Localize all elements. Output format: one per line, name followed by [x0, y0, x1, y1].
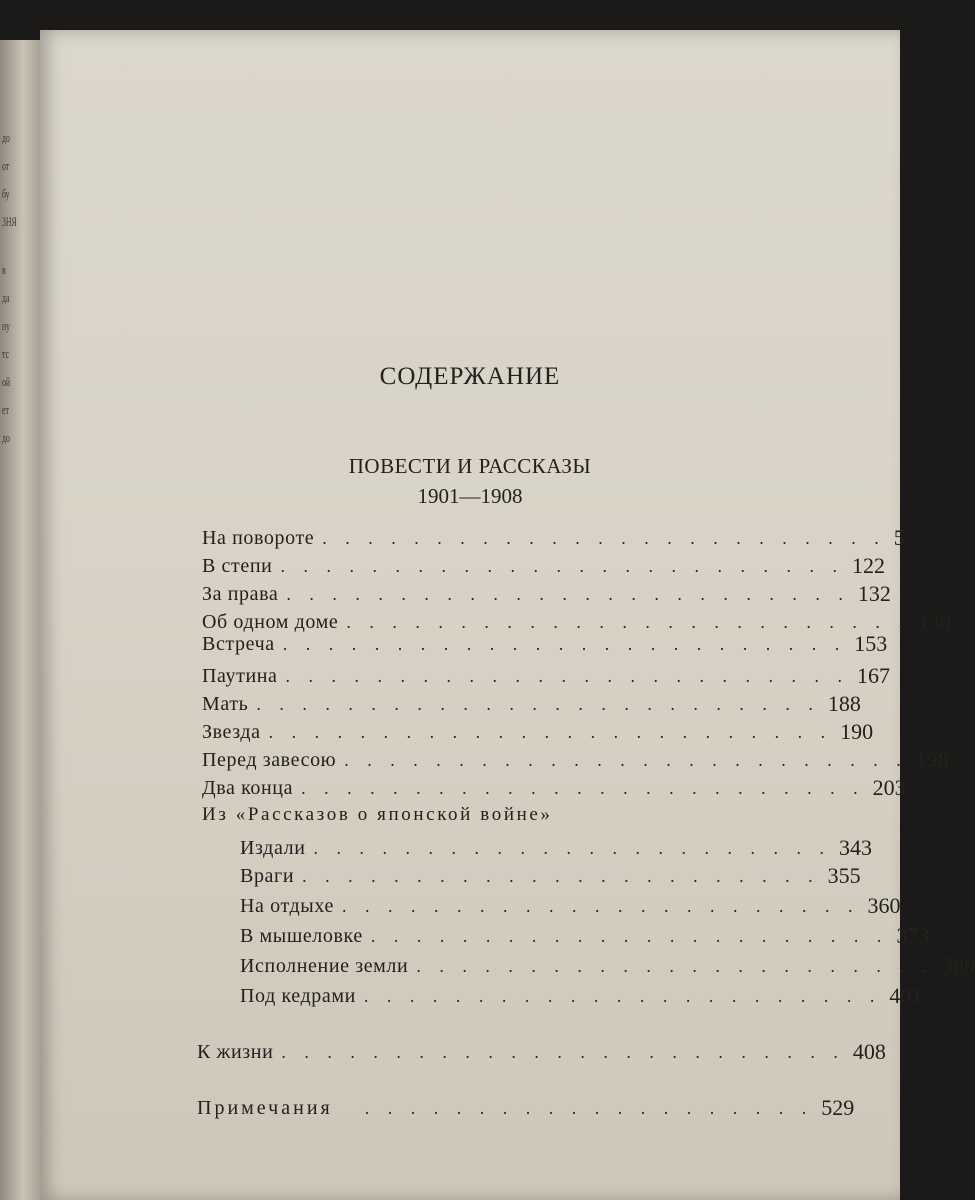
book-page: [40, 30, 975, 1200]
left-page-fragment: ой: [2, 374, 11, 389]
section-years: 1901—1908: [417, 484, 523, 508]
leader-dots: . . . . . . . . . . . . . . . . . . . . . . . . .: [344, 750, 908, 770]
left-page-fragment: ну: [2, 318, 11, 333]
toc-entry-label: На повороте: [202, 527, 315, 549]
leader-dots: . . . . . . . . . . . . . . . . . . . . . . . . .: [301, 778, 865, 798]
toc-subentry: [240, 920, 930, 948]
toc-entry-label: Встреча: [202, 633, 275, 655]
toc-entry: [202, 716, 874, 744]
toc-entry-label: Мать: [202, 693, 249, 715]
toc-entry-label: Перед завесою: [202, 749, 337, 771]
leader-dots: . . . . . . . . . . . . . . . . . . . . . . .: [341, 896, 860, 916]
subsection-title: Из «Рассказов о японской войне»: [202, 804, 553, 825]
section-title: ПОВЕСТИ И РАССКАЗЫ: [348, 454, 592, 478]
leader-dots: . . . . . . . . . . . . . . . . . . . . . . .: [302, 866, 820, 886]
toc-entry-label: Издали: [240, 837, 306, 859]
toc-entry-page: 389: [941, 953, 975, 978]
toc-entry: [197, 1036, 886, 1064]
toc-entry-label: Под кедрами: [240, 985, 356, 1007]
page-title: СОДЕРЖАНИЕ: [379, 363, 561, 390]
leader-dots: . . . . . . . . . . . . . . . . . . . . . . .: [370, 926, 889, 946]
toc-subentry: [240, 860, 861, 888]
toc-entry-label: За права: [202, 583, 279, 605]
leader-dots: . . . . . . . . . . . . . . . . . . . . . . . . .: [280, 556, 844, 576]
left-page-fragment: да: [2, 290, 10, 305]
left-page-fragment: в: [2, 262, 6, 277]
toc-entry-label: К жизни: [197, 1041, 274, 1063]
toc-entry-page: 343: [839, 835, 872, 860]
toc-entry-page: 167: [857, 663, 891, 688]
leader-dots: . . . . . . . . . . . . . . . . . . . . . . . . .: [286, 584, 850, 604]
toc-entry-label: Паутина: [202, 665, 278, 687]
leader-dots: . . . . . . . . . . . . . . . . . . . .: [364, 1098, 814, 1118]
toc-entry-label: Два конца: [202, 777, 294, 799]
toc-entry: [202, 688, 861, 716]
toc-entry-page: 132: [857, 581, 891, 606]
left-page-fragment: бу: [2, 186, 10, 201]
left-page-fragment: тс: [2, 346, 9, 361]
left-page-fragment: до: [2, 130, 10, 145]
toc-entry-page: 360: [867, 893, 901, 918]
toc-entry-page: 529: [821, 1095, 855, 1120]
toc-entry-label: На отдыхе: [240, 895, 334, 917]
toc-subentry: [240, 950, 975, 978]
toc-subentry: [240, 890, 901, 918]
leader-dots: . . . . . . . . . . . . . . . . . . . . . . .: [313, 838, 831, 858]
toc-subentry: [240, 832, 872, 860]
toc-entry-page: 401: [889, 983, 923, 1008]
left-page-fragment: до: [2, 430, 10, 445]
toc-entry-label: Примечания: [197, 1097, 333, 1119]
toc-entry: [202, 628, 888, 656]
leader-dots: . . . . . . . . . . . . . . . . . . . . . . . . .: [322, 528, 886, 548]
leader-dots: . . . . . . . . . . . . . . . . . . . . . . . . .: [268, 722, 833, 742]
leader-dots: . . . . . . . . . . . . . . . . . . . . . . .: [363, 986, 882, 1006]
toc-entry: [202, 522, 905, 550]
toc-entry: [202, 660, 891, 688]
leader-dots: . . . . . . . . . . . . . . . . . . . . . . . . .: [256, 694, 820, 714]
toc-entry-page: 373: [896, 923, 930, 948]
left-page-fragment: от: [2, 158, 10, 173]
toc-entry-label: Об одном доме: [202, 611, 339, 633]
toc-entry-label: Враги: [240, 865, 295, 887]
leader-dots: . . . . . . . . . . . . . . . . . . . . . . .: [416, 956, 934, 976]
toc-entry: [202, 578, 891, 606]
toc-entry-label: В степи: [202, 555, 273, 577]
leader-dots: . . . . . . . . . . . . . . . . . . . . . . . . .: [281, 1042, 845, 1062]
toc-subentry: [240, 980, 923, 1008]
toc-entry-label: Исполнение земли: [240, 955, 409, 977]
toc-entry-page: 203: [872, 775, 906, 800]
toc-entry-page: 408: [852, 1039, 886, 1064]
left-page-edge: [0, 40, 42, 1200]
toc-entry-page: 355: [827, 863, 861, 888]
toc-entry-label: Звезда: [202, 721, 261, 743]
toc-entry-label: В мышеловке: [240, 925, 363, 947]
toc-entry-page: 198: [915, 747, 949, 772]
leader-dots: . . . . . . . . . . . . . . . . . . . . . . . . .: [346, 612, 910, 632]
leader-dots: . . . . . . . . . . . . . . . . . . . . . . . . .: [282, 634, 847, 654]
toc-entry: [202, 550, 885, 578]
toc-entry: [202, 772, 906, 800]
toc-entry-page: 188: [827, 691, 861, 716]
left-page-fragment: ЗНЯ: [2, 214, 17, 229]
toc-entry-page: 5: [893, 525, 905, 550]
toc-entry: [202, 744, 949, 772]
toc-entry-page: 139: [917, 609, 951, 634]
leader-dots: . . . . . . . . . . . . . . . . . . . . . . . . .: [285, 666, 850, 686]
toc-entry: [197, 1092, 855, 1120]
left-page-fragment: ет: [2, 402, 9, 417]
toc-entry-page: 153: [854, 631, 888, 656]
toc-entry-page: 122: [851, 553, 885, 578]
toc-entry-page: 190: [840, 719, 874, 744]
